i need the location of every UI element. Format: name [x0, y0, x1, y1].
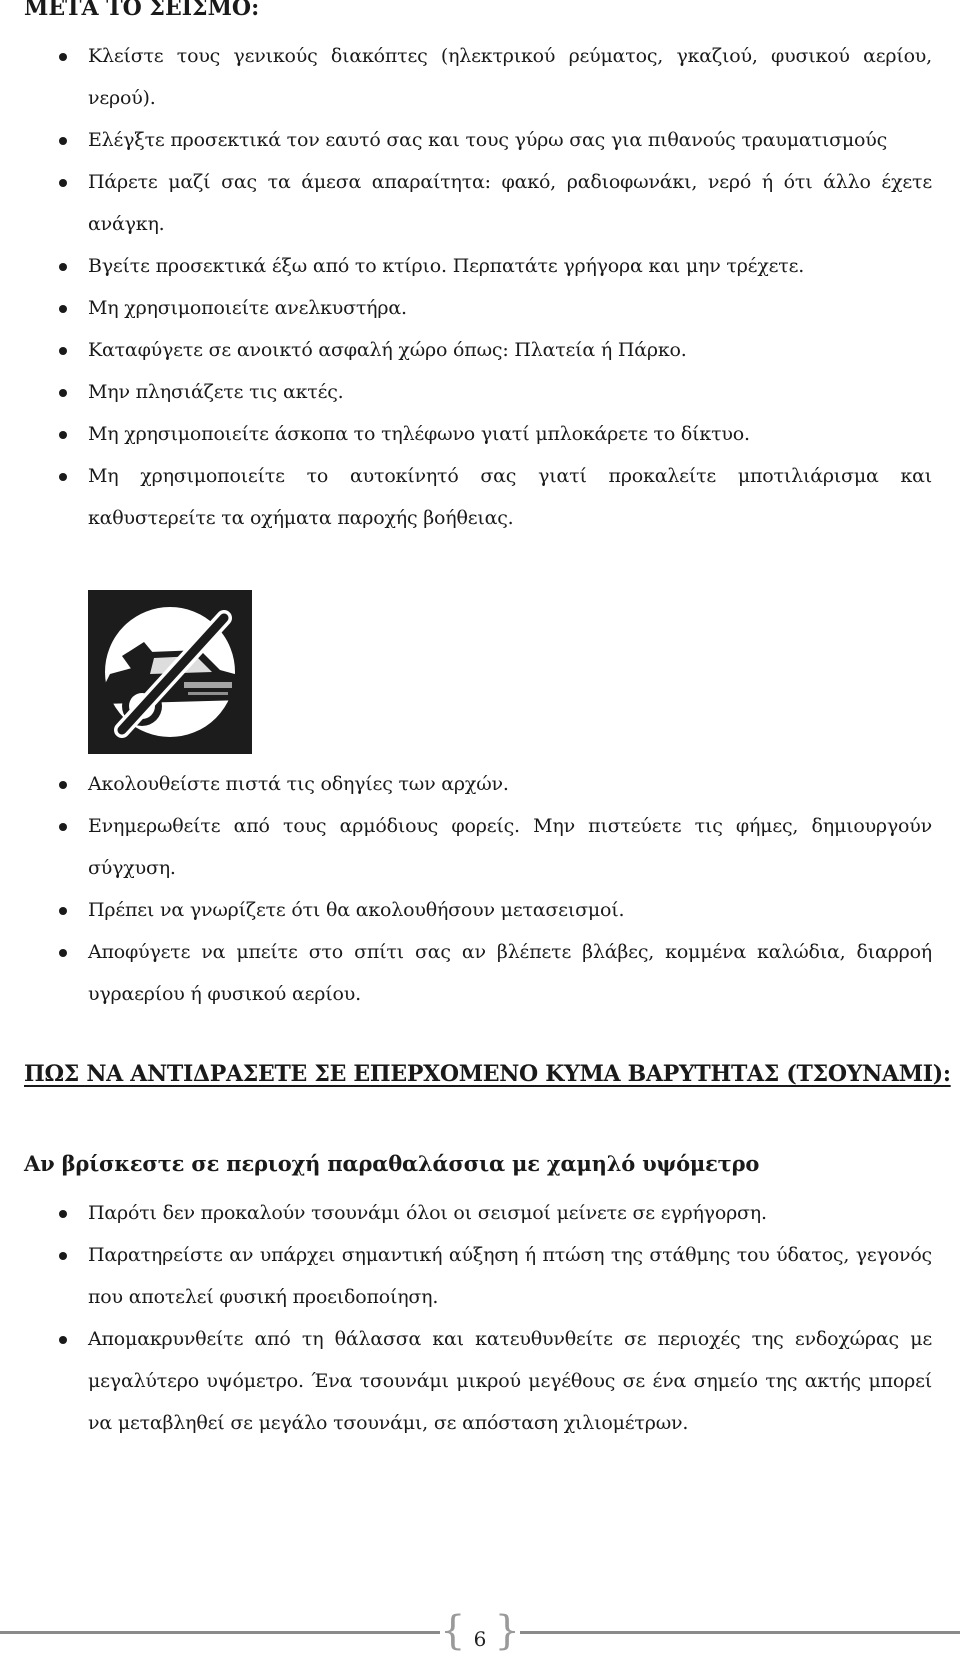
- bullet-icon: [59, 53, 67, 61]
- list-item: Πάρετε μαζί σας τα άμεσα απαραίτητα: φακό, ραδιοφωνάκι, νερό ή ότι άλλο έχετε ανάγκη.: [0, 161, 960, 245]
- page-number: 6: [473, 1627, 487, 1651]
- page-number-box: [440, 1608, 520, 1655]
- list-item: Ενημερωθείτε από τους αρμόδιους φορείς. Μην πιστεύετε τις φήμες, δημιουργούν σύγχυση.: [0, 805, 960, 889]
- list-item: Ακολουθείστε πιστά τις οδηγίες των αρχών.: [0, 763, 960, 805]
- section-title-tsunami: ΠΩΣ ΝΑ ΑΝΤΙΔΡΑΣΕΤΕ ΣΕ ΕΠΕΡΧΟΜΕΝΟ ΚΥΜΑ ΒΑΡΥΤΗΤΑΣ (ΤΣΟΥΝΑΜΙ):: [24, 1061, 951, 1087]
- list-item: Ελέγξτε προσεκτικά τον εαυτό σας και τους γύρω σας για πιθανούς τραυματισμούς: [0, 119, 960, 161]
- bullet-icon: [59, 1336, 67, 1344]
- section-title-after-earthquake: ΜΕΤΑ ΤΟ ΣΕΙΣΜΟ:: [24, 0, 260, 21]
- list-item: Μην πλησιάζετε τις ακτές.: [0, 371, 960, 413]
- bullet-icon: [59, 781, 67, 789]
- list-item: Κλείστε τους γενικούς διακόπτες (ηλεκτρικού ρεύματος, γκαζιού, φυσικού αερίου, νερού).: [0, 35, 960, 119]
- bullet-icon: [59, 823, 67, 831]
- bullet-icon: [59, 907, 67, 915]
- bullet-icon: [59, 1210, 67, 1218]
- list-item: Πρέπει να γνωρίζετε ότι θα ακολουθήσουν μετασεισμοί.: [0, 889, 960, 931]
- left-brace-icon: {: [440, 1608, 466, 1654]
- list-item: Καταφύγετε σε ανοικτό ασφαλή χώρο όπως: Πλατεία ή Πάρκο.: [0, 329, 960, 371]
- list-item: Μη χρησιμοποιείτε άσκοπα το τηλέφωνο γιατί μπλοκάρετε το δίκτυο.: [0, 413, 960, 455]
- list-item: Παρατηρείστε αν υπάρχει σημαντική αύξηση ή πτώση της στάθμης του ύδατος, γεγονός που αποτελεί φυσική προειδοποίηση.: [0, 1234, 960, 1318]
- list-item: Αποφύγετε να μπείτε στο σπίτι σας αν βλέπετε βλάβες, κομμένα καλώδια, διαρροή υγραερίου ή φυσικού αερίου.: [0, 931, 960, 1015]
- bullet-icon: [59, 305, 67, 313]
- list-item: Παρότι δεν προκαλούν τσουνάμι όλοι οι σεισμοί μείνετε σε εγρήγορση.: [0, 1192, 960, 1234]
- right-brace-icon: }: [494, 1608, 520, 1654]
- bullet-icon: [59, 473, 67, 481]
- bullet-icon: [59, 431, 67, 439]
- list-item: Απομακρυνθείτε από τη θάλασσα και κατευθυνθείτε σε περιοχές της ενδοχώρας με μεγαλύτερο υψόμετρο. Ένα τσουνάμι μικρού μεγέθους σε ένα σημείο της ακτής μπορεί να μεταβληθεί σε μεγάλο τσουνάμι, σε απόσταση χιλιομέτρων.: [0, 1318, 960, 1444]
- list-item: Μη χρησιμοποιείτε ανελκυστήρα.: [0, 287, 960, 329]
- bullet-icon: [59, 949, 67, 957]
- bullet-icon: [59, 389, 67, 397]
- list-item: Βγείτε προσεκτικά έξω από το κτίριο. Περπατάτε γρήγορα και μην τρέχετε.: [0, 245, 960, 287]
- bullet-icon: [59, 137, 67, 145]
- bullet-icon: [59, 179, 67, 187]
- bullet-icon: [59, 1252, 67, 1260]
- list-item: Μη χρησιμοποιείτε το αυτοκίνητό σας γιατί προκαλείτε μποτιλιάρισμα και καθυστερείτε τα οχήματα παροχής βοήθειας.: [0, 455, 960, 539]
- bullet-icon: [59, 263, 67, 271]
- page-footer: [0, 1605, 960, 1655]
- no-car-icon: [88, 590, 252, 754]
- after-earthquake-list: [0, 35, 960, 539]
- tsunami-list: [0, 1192, 960, 1444]
- section-subtitle-coastal: Αν βρίσκεστε σε περιοχή παραθαλάσσια με χαμηλό υψόμετρο: [24, 1151, 760, 1176]
- bullet-icon: [59, 347, 67, 355]
- after-earthquake-list-continued: [0, 763, 960, 1015]
